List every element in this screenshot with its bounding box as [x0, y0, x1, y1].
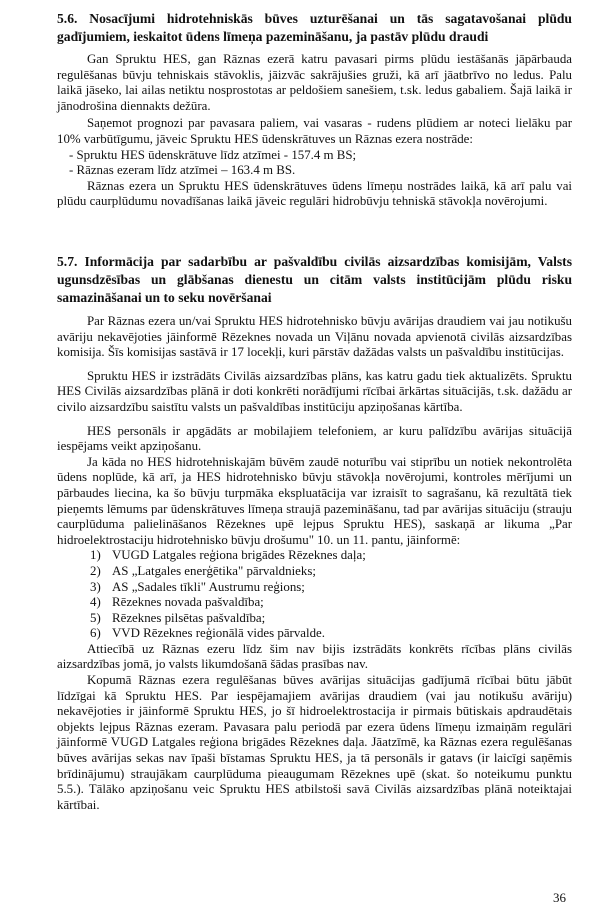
list-item: [57, 611, 572, 627]
paragraph: Spruktu HES ir izstrādāts Civilās aizsardzības plāns, kas katru gadu tiek aktualizēts. Spruktu HES Civilās aizsardzības plānā ir doti konkrēti norādījumi rīcībai ārkārtas situācijās, t.sk. dažādu ar civilo aizsardzību saistītu valsts un pašvaldības institūciju apziņošanas kārtība.: [57, 368, 572, 414]
list-number: 3): [90, 579, 101, 594]
paragraph: Attiecībā uz Rāznas ezeru līdz šim nav bijis izstrādāts konkrēts rīcības plāns civilās aizsardzības jomā, jo valsts likumdošanā šādas prasības nav.: [57, 641, 572, 672]
list-text: AS „Sadales tīkli" Austrumu reģions;: [112, 579, 305, 594]
list-item: [57, 580, 572, 596]
list-item: [57, 564, 572, 580]
notification-list: [57, 548, 572, 642]
paragraph: HES personāls ir apgādāts ar mobilajiem telefoniem, ar kuru palīdzību avārijas situācijā iespējams veikt apziņošanu.: [57, 423, 572, 454]
paragraph: Rāznas ezera un Spruktu HES ūdenskrātuves ūdens līmeņu nostrādes laikā, kā arī palu vai plūdu caurplūdumu novadīšanas laikā jāveic regulāri hidrobūvju tehniskā stāvokļa novērojumi.: [57, 178, 572, 209]
page-number: 36: [553, 890, 566, 905]
list-number: 4): [90, 595, 101, 610]
list-text: Rēzeknes novada pašvaldība;: [112, 595, 264, 610]
list-number: 5): [90, 610, 101, 625]
section-heading: 5.6. Nosacījumi hidrotehniskās būves uzturēšanai un tās sagatavošanai plūdu gadījumiem, ieskaitot ūdens līmeņa pazemināšanu, ja pastāv plūdu draudi: [57, 11, 572, 44]
paragraph: Ja kāda no HES hidrotehniskajām būvēm zaudē noturību vai stiprību un notiek nekontrolēta ūdens noplūde, kā arī, ja HES hidrotehnisko būvju stāvokļa novērojumi, kontroles mērījumi un pārbaudes liecina, ka šo būvju turpmāka ekspluatācija var izraisīt to sagrašanu, kā rezultātā tiek pieņemts lēmums par ūdenskrātuves līmeņa straujā pazemināšanu, tad par avārijas situāciju (strauju caurplūduma palielināšanos Rēzeknes upē lejpus Spruktu HES), saskaņā ar likuma „Par hidroelektrostaciju hidrotehnisko būvju drošumu" 10. un 11. pantu, jāinformē:: [57, 454, 572, 547]
paragraph: Saņemot prognozi par pavasara paliem, vai vasaras - rudens plūdiem ar noteci lielāku par 10% varbūtīgumu, jāveic Spruktu HES ūdenskrātuves un Rāznas ezera nostrāde:: [57, 116, 572, 146]
section-5-6: [57, 10, 572, 210]
list-item: [57, 595, 572, 611]
list-item: [57, 626, 572, 642]
paragraph: Gan Spruktu HES, gan Rāznas ezerā katru pavasari pirms plūdu iestāšanās jāpārbauda regulēšanas būvju tehniskais stāvoklis, jāizvāc sakrājušies gruži, kā arī jāatbrīvo no ledus. Palu laikā jāseko, lai ailas netiktu nosprostotas ar peldošiem sanešiem, t.sk. ledus gabaliem. Šajā laikā ir jānodrošina diennakts dežūra.: [57, 52, 572, 113]
list-number: 1): [90, 548, 101, 563]
list-number: 6): [90, 626, 101, 641]
list-text: Rēzeknes pilsētas pašvaldība;: [112, 610, 266, 625]
list-item: - Spruktu HES ūdenskrātuve līdz atzīmei - 157.4 m BS;: [69, 147, 357, 162]
list-number: 2): [90, 563, 101, 578]
section-heading: 5.7. Informācija par sadarbību ar pašvaldību civilās aizsardzības komisijām, Valsts ugunsdzēsības un glābšanas dienestu un citām valsts institūcijām plūdu risku samazināšanai un to seku novēršanai: [57, 254, 572, 305]
list-item: - Rāznas ezeram līdz atzīmei – 163.4 m BS.: [69, 163, 296, 178]
list-text: VUGD Latgales reģiona brigādes Rēzeknes daļa;: [112, 548, 366, 563]
list-text: AS „Latgales enerģētika" pārvaldnieks;: [112, 563, 316, 578]
paragraph: Par Rāznas ezera un/vai Spruktu HES hidrotehnisko būvju avārijas draudiem vai jau notikušu avāriju nekavējoties jāinformē Rēzeknes novada un Viļānu novada apvienotā civilās aizsardzības komisija. Šīs komisijas sastāvā ir 17 locekļi, kuri pārstāv dažādas valsts un pašvaldību institūcijas.: [57, 314, 572, 360]
section-5-7: [57, 253, 572, 813]
list-item: [57, 548, 572, 564]
list-text: VVD Rēzeknes reģionālā vides pārvalde.: [112, 626, 325, 641]
paragraph: Kopumā Rāznas ezera regulēšanas būves avārijas situācijas gadījumā rīcībai būtu jābūt līdzīgai kā Spruktu HES. Par iespējamajiem avārijas draudiem (vai jau notikušu avāriju) nekavējoties ir jāinformē Spruktu HES, jo šī hidroelektrostacija ir pirmais būtiskais apdraudētais objekts lejpus Rāznas ezeram. Pavasara palu periodā par ezera ūdens līmeņu izmaiņām regulāri jāinformē VUGD Latgales reģiona brigādes Rēzeknes daļa. Jāatzīmē, ka Rāznas ezera regulēšanas būves avārijas sekas nav īpaši bīstamas Spruktu HES, ja tā personāls ir gatavs (ir laicīgi saņēmis brīdinājumu) straujākam caurplūduma pieaugumam Rēzeknes upē (skat. šo noteikumu punktu 5.5.). Tālāko apziņošanu veic Spruktu HES atbilstoši savā Civilās aizsardzības plānā noteiktajai kārtībai.: [57, 673, 572, 812]
